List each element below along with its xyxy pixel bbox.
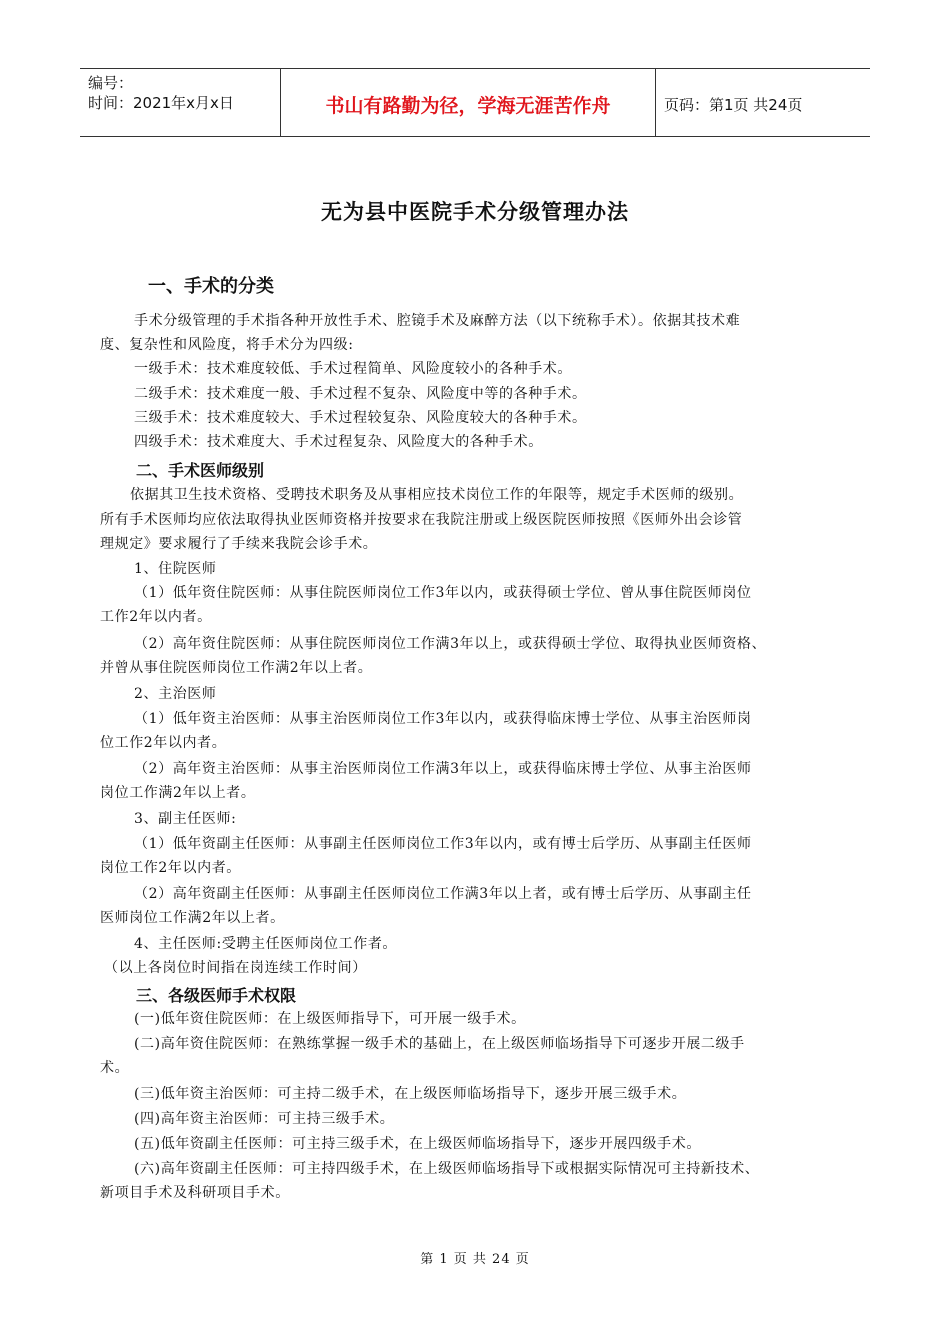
section1-line: 四级手术：技术难度大、手术过程复杂、风险度大的各种手术。 xyxy=(134,434,543,450)
section2-line: 2、主治医师 xyxy=(134,686,217,702)
document-title: 无为县中医院手术分级管理办法 xyxy=(321,200,629,224)
section1-line: 手术分级管理的手术指各种开放性手术、腔镜手术及麻醉方法（以下统称手术）。依据其技术难 xyxy=(134,313,741,329)
section3-line: (四)高年资主治医师：可主持三级手术。 xyxy=(134,1111,395,1127)
header-bottom-rule xyxy=(80,136,870,137)
section2-line: （1）低年资住院医师：从事住院医师岗位工作3年以内，或获得硕士学位、曾从事住院医师岗位 xyxy=(134,585,752,601)
section3-line: 术。 xyxy=(100,1060,130,1076)
section1-line: 一级手术：技术难度较低、手术过程简单、风险度较小的各种手术。 xyxy=(134,361,572,377)
section1-heading: 一、手术的分类 xyxy=(148,276,274,297)
section2-line: （2）高年资住院医师：从事住院医师岗位工作满3年以上，或获得硕士学位、取得执业医师资格、 xyxy=(134,636,767,652)
section2-line: 医师岗位工作满2年以上者。 xyxy=(100,910,285,926)
section1-line: 二级手术：技术难度一般、手术过程不复杂、风险度中等的各种手术。 xyxy=(134,386,587,402)
section2-heading: 二、手术医师级别 xyxy=(136,461,265,480)
section3-line: (二)高年资住院医师：在熟练掌握一级手术的基础上，在上级医师临场指导下可逐步开展二级手 xyxy=(134,1036,745,1052)
section3-line: (六)高年资副主任医师：可主持四级手术，在上级医师临场指导下或根据实际情况可主持新技术、 xyxy=(134,1161,760,1177)
section2-line: 所有手术医师均应依法取得执业医师资格并按要求在我院注册或上级医院医师按照《医师外出会诊管 xyxy=(100,512,743,528)
section2-line: （2）高年资主治医师：从事主治医师岗位工作满3年以上，或获得临床博士学位、从事主治医师 xyxy=(134,761,752,777)
header-divider-right xyxy=(655,69,656,136)
header-motto: 书山有路勤为径，学海无涯苦作舟 xyxy=(325,95,611,117)
section2-line: 3、副主任医师: xyxy=(134,811,237,827)
section2-line: 依据其卫生技术资格、受聘技术职务及从事相应技术岗位工作的年限等，规定手术医师的级别。 xyxy=(130,487,744,503)
section2-line: 岗位工作2年以内者。 xyxy=(100,860,241,876)
section2-line: 理规定》要求履行了手续来我院会诊手术。 xyxy=(100,536,378,552)
section2-line: （2）高年资副主任医师：从事副主任医师岗位工作满3年以上者，或有博士后学历、从事副主任 xyxy=(134,886,752,902)
section3-line: (一)低年资住院医师：在上级医师指导下，可开展一级手术。 xyxy=(134,1011,526,1027)
section3-heading: 三、各级医师手术权限 xyxy=(136,986,297,1005)
page-footer: 第 1 页 共 24 页 xyxy=(420,1252,530,1267)
section3-line: (三)低年资主治医师：可主持二级手术，在上级医师临场指导下，逐步开展三级手术。 xyxy=(134,1086,687,1102)
section3-line: (五)低年资副主任医师：可主持三级手术，在上级医师临场指导下，逐步开展四级手术。 xyxy=(134,1136,701,1152)
section2-line: （以上各岗位时间指在岗连续工作时间） xyxy=(104,960,367,976)
section2-line: （1）低年资主治医师：从事主治医师岗位工作3年以内，或获得临床博士学位、从事主治医师岗 xyxy=(134,711,752,727)
section2-line: 4、主任医师:受聘主任医师岗位工作者。 xyxy=(134,936,398,952)
header-top-rule xyxy=(80,68,870,69)
section2-line: 1、住院医师 xyxy=(134,561,217,577)
section2-line: 并曾从事住院医师岗位工作满2年以上者。 xyxy=(100,660,373,676)
header-page-info: 页码：第1页 共24页 xyxy=(664,96,803,114)
header-date-label: 时间：2021年x月x日 xyxy=(88,94,234,112)
header-divider-left xyxy=(280,69,281,136)
section2-line: 位工作2年以内者。 xyxy=(100,735,227,751)
section1-line: 度、复杂性和风险度，将手术分为四级: xyxy=(100,337,354,353)
section2-line: 岗位工作满2年以上者。 xyxy=(100,785,256,801)
section2-line: （1）低年资副主任医师：从事副主任医师岗位工作3年以内，或有博士后学历、从事副主任医师 xyxy=(134,836,752,852)
section3-line: 新项目手术及科研项目手术。 xyxy=(100,1185,290,1201)
header-number-label: 编号： xyxy=(88,74,134,92)
section2-line: 工作2年以内者。 xyxy=(100,609,212,625)
section1-line: 三级手术：技术难度较大、手术过程较复杂、风险度较大的各种手术。 xyxy=(134,410,587,426)
